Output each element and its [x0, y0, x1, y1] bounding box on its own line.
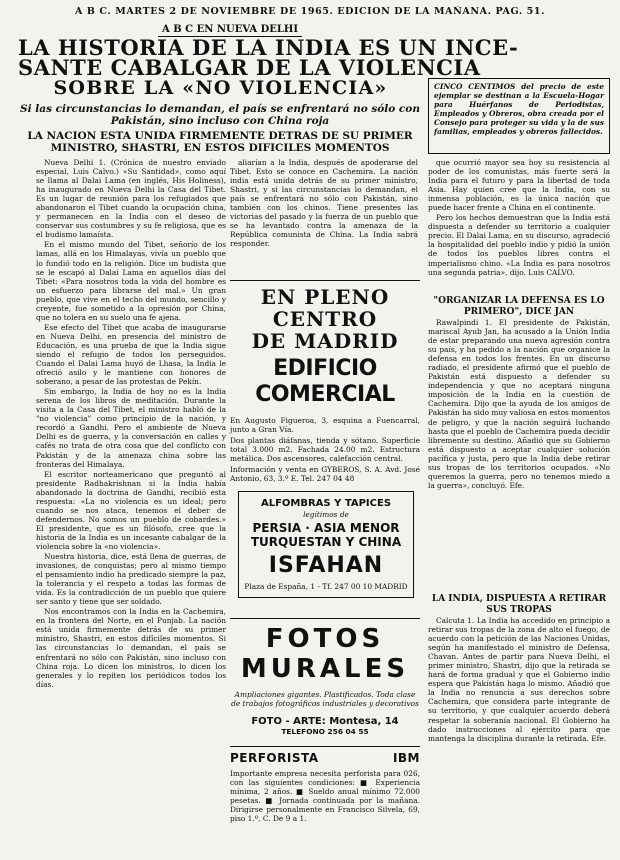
paragraph: Calcuta 1. La India ha accedido en principio a retirar sus tropas de la zona de alto el fuego, de acuerdo con la petición de las Naciones Unidas, según ha manifestado el ministro de Defensa, Chavan. Antes de partir para Nueva Delhi, el primer ministro, Shastri, dijo que la retirada se hará de forma gradual y que el Gobierno indio espera que Pakistán haga lo mismo. Añadió que la India no renuncia a sus derechos sobre Cachemira, que considera parte integrante de su territorio, y que cualquier acuerdo deberá respetar la soberanía nacional. El Gobierno ha dado instrucciones al ejército para que mantenga la disciplina durante la retirada. Efe.	[428, 616, 610, 743]
ad-headline: DE MADRID	[251, 329, 399, 353]
paragraph: Sin embargo, la India de hoy no es la India serena de los libros de meditación. Durante la visita a la Casa del Tibet, el ministro habló de la "no violencia" como principio de la nación, y recordó a Gandhi. Pero el ambiente de Nueva Delhi es de guerra, y la conversación en calles y cafés no trata de otra cosa que del conflicto con Pakistán y de la amenaza china sobre las fronteras del Himalaya.	[36, 387, 226, 469]
ad-title: ALFOMBRAS Y TAPICES	[260, 498, 392, 509]
paragraph: En el mismo mundo del Tibet, señorío de los lamas, allá en los Himalayas, vivía un pueblo que lo fundió todo en la religión. Dice un budista que se le escapó al Dalai Lama en aquellos días del Tibet: «Para nosotros toda la vida del hombre es un esfuerzo para librarse del mal.» Un gran pueblo, que vive en el techo del mundo, sencillo y creyente, fue sometido a la opresión por China, que no tolera en su suelo una fe ajena.	[36, 240, 226, 322]
ad-edificio-comercial	[230, 286, 420, 485]
section-title-defensa: "ORGANIZAR LA DEFENSA ES LO PRIMERO", DICE JAN	[433, 296, 605, 317]
page-header: A B C. MARTES 2 DE NOVIEMBRE DE 1965. EDICION DE LA MAÑANA. PAG. 51.	[75, 6, 545, 17]
ad-paragraph: Dos plantas diáfanas, tienda y sótano. Superficie total 3.000 m2. Fachada 24.00 m2. Estructura metálica. Dos ascensores, calefacción central.	[230, 436, 420, 463]
divider	[230, 280, 420, 281]
paragraph: Nos encontramos con la India en la Cachemira, en la frontera del Norte, en el Punjab. La nación está unida firmemente detrás de su primer ministro, Shastri, en estos difíciles momentos. Si las circunstancias lo demandan, el país se enfrentará no sólo con Pakistán, sino incluso con China roja. Lo dicen los ministros, lo dicen los generales y lo repiten los periódicos todos los días.	[36, 607, 226, 689]
divider	[230, 618, 420, 619]
ad-brand: ISFAHAN	[268, 553, 384, 578]
divider	[230, 746, 420, 747]
ad-title-row	[230, 751, 420, 765]
section-title-retirar: LA INDIA, DISPUESTA A RETIRAR SUS TROPAS	[431, 594, 607, 615]
ad-title: PERFORISTA	[230, 751, 319, 765]
headline	[18, 35, 519, 99]
paragraph: aliarían a la India, después de apoderarse del Tibet. Esto se conoce en Cachemira. La nación india está unida detrás de su primer ministro, Shastri, y si las circunstancias lo demandan, el país se enfrentará no sólo con Pakistán, sino también con los chinos. Tiene presentes las victorias del pasado y la fuerza de un pueblo que se ha levantado contra la amenaza de la República comunista de China. La India sabrá responder.	[230, 158, 418, 249]
ad-brand: IBM	[392, 751, 420, 765]
ad-headline: EN PLENO CENTRO	[260, 285, 390, 331]
ad-title: FOTOS	[265, 624, 385, 654]
ad-text: Ampliaciones gigantes. Plastificados. Toda clase de trabajos fotográficos industriales y decorativos	[231, 690, 419, 708]
article-retirar	[428, 616, 610, 854]
ad-paragraph: Información y venta en GYBEROS, S. A. Avd. José Antonio, 63, 3.º E. Tel. 247 04 48	[230, 465, 420, 483]
ad-text: Importante empresa necesita perforista para 026, con las siguientes condiciones: ■ Experiencia mínima, 2 años. ■ Sueldo anual mínimo 72.000 pesetas. ■ Jornada continuada por la mañana. Dirigirse personalmente en Francisco Silvela, 69, piso 1.º, C. De 9 a 1.	[230, 769, 420, 823]
kicker: A B C EN NUEVA DELHI	[158, 24, 302, 37]
paragraph: Nuestra historia, dice, está llena de guerras, de invasiones, de conquistas; pero al mismo tiempo el pensamiento indio ha predicado siempre la paz, la tolerancia y el respeto a todas las formas de vida. Es la contradicción de un pueblo que quiere ser santo y tiene que ser soldado.	[36, 552, 226, 607]
ad-subtitle: legítimos de	[303, 510, 349, 519]
paragraph: que ocurrió mayor sea hoy su resistencia al poder de los comunistas, más fuerte será la India para el futuro y para la libertad de toda Asia. Hay quien cree que la India, con su inmensa población, es la única nación que puede hacer frente a China en el continente.	[428, 158, 610, 213]
subhead: LA NACION ESTA UNIDA FIRMEMENTE DETRAS DE SU PRIMER MINISTRO, SHASTRI, EN ESTOS DIFICILES MOMENTOS	[27, 130, 413, 154]
paragraph: Rawalpindi 1. El presidente de Pakistán, mariscal Ayub Jan, ha acusado a la Unión India de estar preparando una nueva agresión contra su país, y ha pedido a la nación que organice la defensa en todos los frentes. En un discurso radiado, el presidente afirmó que el pueblo de Pakistán está dispuesto a defender su independencia y que no aceptará ninguna imposición de la India en la cuestión de Cachemira. Dijo que la ayuda de los amigos de Pakistán ha sido muy valiosa en estos momentos de peligro, y que la nación seguirá luchando hasta que el pueblo de Cachemira pueda decidir libremente su destino. Añadió que su Gobierno está dispuesto a aceptar cualquier solución pacífica y justa, pero que la India debe retirar sus tropas de los territorios ocupados. «No queremos la guerra, pero no tenemos miedo a la guerra», concluyó. Efe.	[428, 318, 610, 490]
ad-origin: PERSIA · ASIA MENOR	[252, 521, 400, 535]
headline-line-2: SANTE CABALGAR DE LA VIOLENCIA	[18, 55, 481, 80]
paragraph: Nueva Delhi 1. (Crónica de nuestro enviado especial, Luis Calvo.) «Su Santidad», como aquí se llama al Dalai Lama (en inglés, His Holiness), ha inaugurado en Nueva Delhi la Casa del Tibet. Es un lugar de reunión para los refugiados que abandonaron el Tibet cuando la ocupación china, y permanecen en la India con el deseo de conservar sus costumbres y su fe religiosa, que es el budismo lamaísta.	[36, 158, 226, 240]
newspaper-page	[8, 6, 612, 854]
ad-address: FOTO - ARTE: Montesa, 14	[251, 716, 399, 727]
ad-paragraph: En Augusto Figueroa, 3, esquina a Fuencarral, junto a Gran Vía.	[230, 416, 420, 434]
ad-alfombras	[238, 491, 414, 598]
charity-notice: CINCO CENTIMOS del precio de este ejemplar se destinan a la Escuela-Hogar para Huérfanos de Periodistas, Empleados y Obreros, obra creada por el Consejo para proteger su vida y la de sus familias, empleados y obreros fallecidos.	[428, 78, 610, 154]
deck: Si las circunstancias lo demandan, el país se enfrentará no sólo con Pakistán, sino incluso con China roja	[20, 103, 420, 127]
article-defensa	[428, 318, 610, 588]
headline-line-3: SOBRE LA «NO VIOLENCIA»	[53, 77, 388, 99]
headline-line-1: LA HISTORIA DE LA INDIA ES UN INCE-	[18, 35, 519, 60]
ad-fotos-murales	[230, 624, 420, 736]
ad-origin: TURQUESTAN Y CHINA	[250, 535, 402, 549]
ad-title: EDIFICIO COMERCIAL	[255, 356, 395, 407]
article-column-1	[36, 158, 226, 854]
ad-phone: TELEFONO 256 04 55	[281, 727, 369, 736]
ad-title: MURALES	[240, 654, 410, 684]
ad-address: Plaza de España, 1 - Tf. 247 00 10 MADRID	[244, 582, 408, 591]
paragraph: Pero los hechos demuestran que la India está dispuesta a defender su territorio a cualquier precio. El Dalai Lama, en su discurso, agradeció la hospitalidad del pueblo indio y pidió la unión de todos los pueblos libres contra el imperialismo chino. «La India es para nosotros una segunda patria», dijo. Luis CALVO.	[428, 213, 610, 277]
paragraph: Ese efecto del Tibet que acaba de inaugurarse en Nueva Delhi, en presencia del ministro de Educación, es una prueba de que la India sigue siendo el refugio de todos los perseguidos. Cuando el Dalai Lama huyó de Lhasa, la India le ofreció asilo y le mantiene con honores de soberano, a pesar de las protestas de Pekín.	[36, 322, 226, 387]
ad-perforista	[230, 751, 420, 823]
ad-text	[230, 416, 420, 483]
paragraph: El escritor norteamericano que preguntó al presidente Radhakrishnan si la India había abandonado la doctrina de Gandhi, recibió esta respuesta: «La no violencia es un ideal; pero cuando se nos ataca, tenemos el deber de defendernos. No somos un pueblo de cobardes.» El presidente, que es un filósofo, cree que la historia de la India es un incesante cabalgar de la violencia sobre la «no violencia».	[36, 469, 226, 551]
article-column-2	[230, 158, 418, 274]
